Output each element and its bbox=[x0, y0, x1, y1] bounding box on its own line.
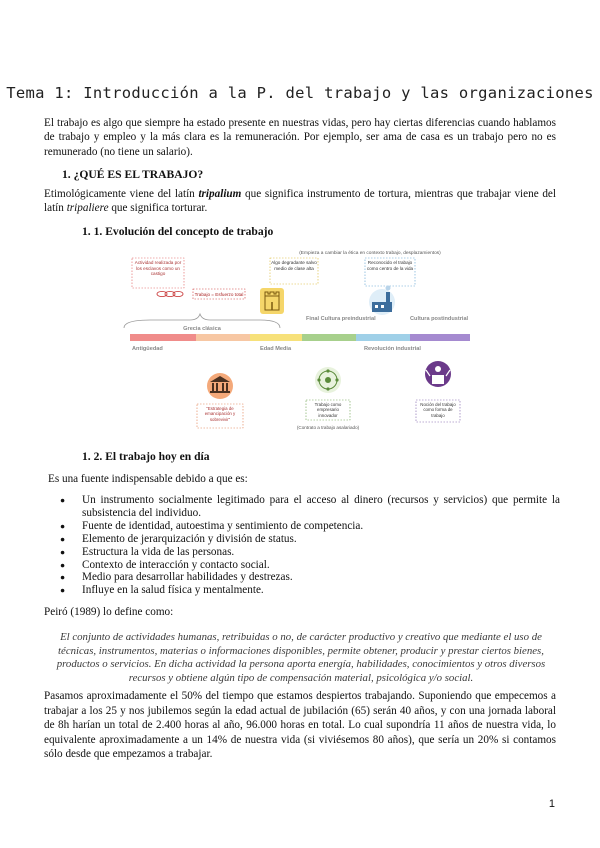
temple-icon bbox=[207, 373, 233, 399]
box-revolucion-text: Reconocido el trabajo como centro de la vida bbox=[366, 260, 414, 271]
list-item: ● Elemento de jerarquización y división de status. bbox=[60, 533, 560, 546]
box-final-text: Trabajo como empresario innovador bbox=[314, 402, 342, 418]
list-item: ● Influye en la salud física y mentalmente. bbox=[60, 584, 560, 597]
box-revolucion-text-wrap bbox=[366, 260, 414, 286]
peiro-intro: Peiró (1989) lo define como: bbox=[44, 606, 174, 618]
bar-segment-4 bbox=[302, 334, 356, 341]
box-grecia-text-wrap bbox=[198, 406, 242, 428]
box-grecia-text: "Estrategia de emancipación y sobrevivir" bbox=[204, 406, 236, 422]
etym-text-3: que significa torturar. bbox=[108, 202, 208, 215]
box-final-text-wrap bbox=[307, 402, 349, 420]
era-final-label bbox=[306, 316, 376, 322]
bar-segment-2 bbox=[196, 334, 250, 341]
list-item: ● Contexto de interacción y contacto social. bbox=[60, 559, 560, 572]
timeline-bar bbox=[130, 334, 470, 341]
page-title: Tema 1: Introducción a la P. del trabajo y las organizaciones bbox=[6, 84, 594, 102]
work-evolution-diagram bbox=[120, 246, 500, 434]
bar-segment-5 bbox=[356, 334, 410, 341]
era-grecia-label: Grecia clásica bbox=[183, 326, 221, 332]
list-item: ● Medio para desarrollar habilidades y destrezas. bbox=[60, 571, 560, 584]
box-esfuerzo-text: Trabajo = Esfuerzo total bbox=[194, 292, 244, 297]
box-antiguedad-text: Actividad realizada por los esclavos como un castigo bbox=[134, 260, 182, 277]
diagram-bottom-note: (Contrato a trabajo asalariado) bbox=[296, 425, 360, 430]
box-edad-media-text-wrap bbox=[271, 260, 317, 284]
era-post-label: Cultura postindustrial bbox=[410, 316, 469, 322]
list-item: ● Fuente de identidad, autoestima y sentimiento de competencia. bbox=[60, 520, 560, 533]
closing-paragraph: Pasamos aproximadamente el 50% del tiempo que estamos despiertos trabajando. Suponiendo que empecemos a trabajar a los 25 y nos jubilemos según la edad actual de jubilación (65) serán 40 años, y con una jornada laboral de 8h harían un total de 2.400 horas al año, 96.000 horas en total. Lo cual supondría 11 años de nuestra vida, lo equivalente aproximadamente a un 14% de nuestra vida (si viviésemos 80 años), que sería un 20% si contamos sólo desde que empezamos a trabajar. bbox=[44, 690, 556, 761]
box-antiguedad-text-wrap bbox=[133, 260, 183, 288]
etymology-paragraph bbox=[44, 187, 556, 216]
list-item: ● Estructura la vida de las personas. bbox=[60, 546, 560, 559]
worker-icon bbox=[425, 361, 451, 387]
page-number: 1 bbox=[548, 798, 555, 810]
box-edad-media-text: Algo degradante salvo medio de clase alta bbox=[271, 260, 317, 271]
definition-quote: El conjunto de actividades humanas, retribuidas o no, de carácter productivo y creativo que mediante el uso de técnicas, instrumentos, materias o informaciones disponibles, permite obtener, producir y prestar ciertos bienes, productos o servicios. En dicha actividad la persona aporta energía, habilidades, conocimientos y otros diversos recursos y obtiene algún tipo de compensación material, psicológica y/o social. bbox=[56, 631, 546, 684]
era-final-label-text: Final Cultura preindustrial bbox=[306, 316, 376, 322]
castle-icon bbox=[260, 288, 284, 314]
etym-text-2: que significa instrumento de tortura, mientras que trabajar viene del latín bbox=[44, 188, 557, 215]
factory-icon bbox=[369, 286, 395, 316]
etym-word-tripaliere: tripaliere bbox=[66, 202, 109, 215]
box-postindustrial-text: Noción del trabajo como forma de trabajo bbox=[420, 402, 456, 418]
subheading-today: 1. 2. El trabajo hoy en día bbox=[82, 450, 210, 463]
era-media-label: Edad Media bbox=[260, 346, 292, 352]
intro-paragraph: El trabajo es algo que siempre ha estado presente en nuestras vidas, pero hay ciertas diferencias cuando hablamos de trabajo y empleo y la más clara es la remuneración. Por ejemplo, ser ama de casa es un trabajo pero no es remunerado (no tiene un salario). bbox=[44, 117, 556, 158]
era-antiguedad-label: Antigüedad bbox=[132, 346, 163, 352]
bullet-list bbox=[60, 494, 560, 597]
today-intro: Es una fuente indispensable debido a que es: bbox=[48, 473, 248, 485]
list-item: ● Un instrumento socialmente legitimado para el acceso al dinero (recursos y servicios) que permite la subsistencia del individuo. bbox=[60, 494, 560, 520]
box-postindustrial-text-wrap bbox=[417, 402, 459, 422]
era-revolucion-label: Revolución industrial bbox=[364, 346, 421, 352]
bar-segment-3 bbox=[250, 334, 302, 341]
etym-text-1: Etimológicamente viene del latín bbox=[44, 188, 199, 200]
section-heading-1: 1. ¿QUÉ ES EL TRABAJO? bbox=[62, 168, 204, 181]
etym-word-tripalium: tripalium bbox=[198, 188, 242, 200]
network-icon bbox=[315, 367, 341, 393]
bar-segment-6 bbox=[410, 334, 470, 341]
diagram-top-note: (Empieza a cambiar la ética en contexto trabajo, desplazamientos) bbox=[299, 251, 441, 256]
chains-icon bbox=[157, 291, 183, 296]
subheading-evolution: 1. 1. Evolución del concepto de trabajo bbox=[82, 225, 274, 238]
bar-segment-1 bbox=[130, 334, 196, 341]
